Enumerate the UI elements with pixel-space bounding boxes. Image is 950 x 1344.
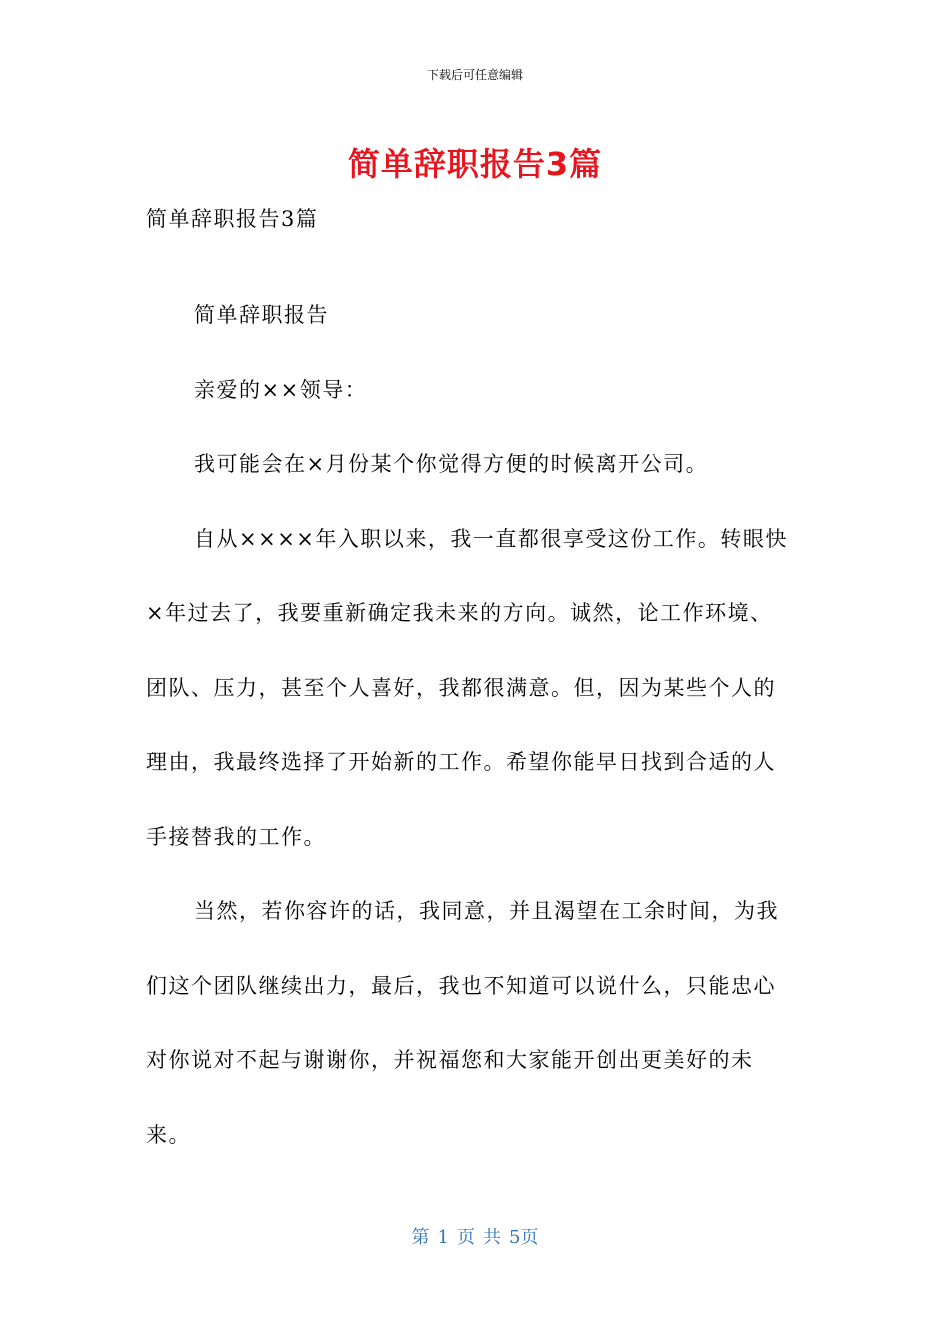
footer-total-word: 共 xyxy=(483,1227,501,1248)
page-header-note: 下载后可任意编辑 xyxy=(426,68,523,82)
salutation: 亲爱的××领导： xyxy=(194,377,368,402)
paragraph-reason: 自从××××年入职以来，我一直都很享受这份工作。转眼快×年过去了，我要重新确定我未来的方向。诚然，论工作环境、团队、压力，甚至个人喜好，我都很满意。但，因为某些个人的理由，我最终选择了开始新的工作。希望你能早日找到合适的人手接替我的工作。 xyxy=(146,526,788,849)
document-subtitle: 简单辞职报告3篇 xyxy=(146,207,319,231)
paragraph-intent: 我可能会在×月份某个你觉得方便的时候离开公司。 xyxy=(194,452,709,476)
document-body xyxy=(146,278,791,1172)
footer-page-word: 页 xyxy=(457,1227,475,1248)
footer-total-pages: 5页 xyxy=(509,1227,539,1248)
footer-prefix: 第 xyxy=(411,1227,430,1248)
document-title: 简单辞职报告3篇 xyxy=(347,145,603,183)
section-heading: 简单辞职报告 xyxy=(194,303,329,327)
footer-current-page: 1 xyxy=(437,1227,449,1248)
paragraph-closing: 当然，若你容许的话，我同意，并且渴望在工余时间，为我们这个团队继续出力，最后，我也不知道可以说什么，只能忠心对你说对不起与谢谢你，并祝福您和大家能开创出更美好的未来。 xyxy=(146,899,779,1147)
page-footer xyxy=(0,1225,950,1251)
